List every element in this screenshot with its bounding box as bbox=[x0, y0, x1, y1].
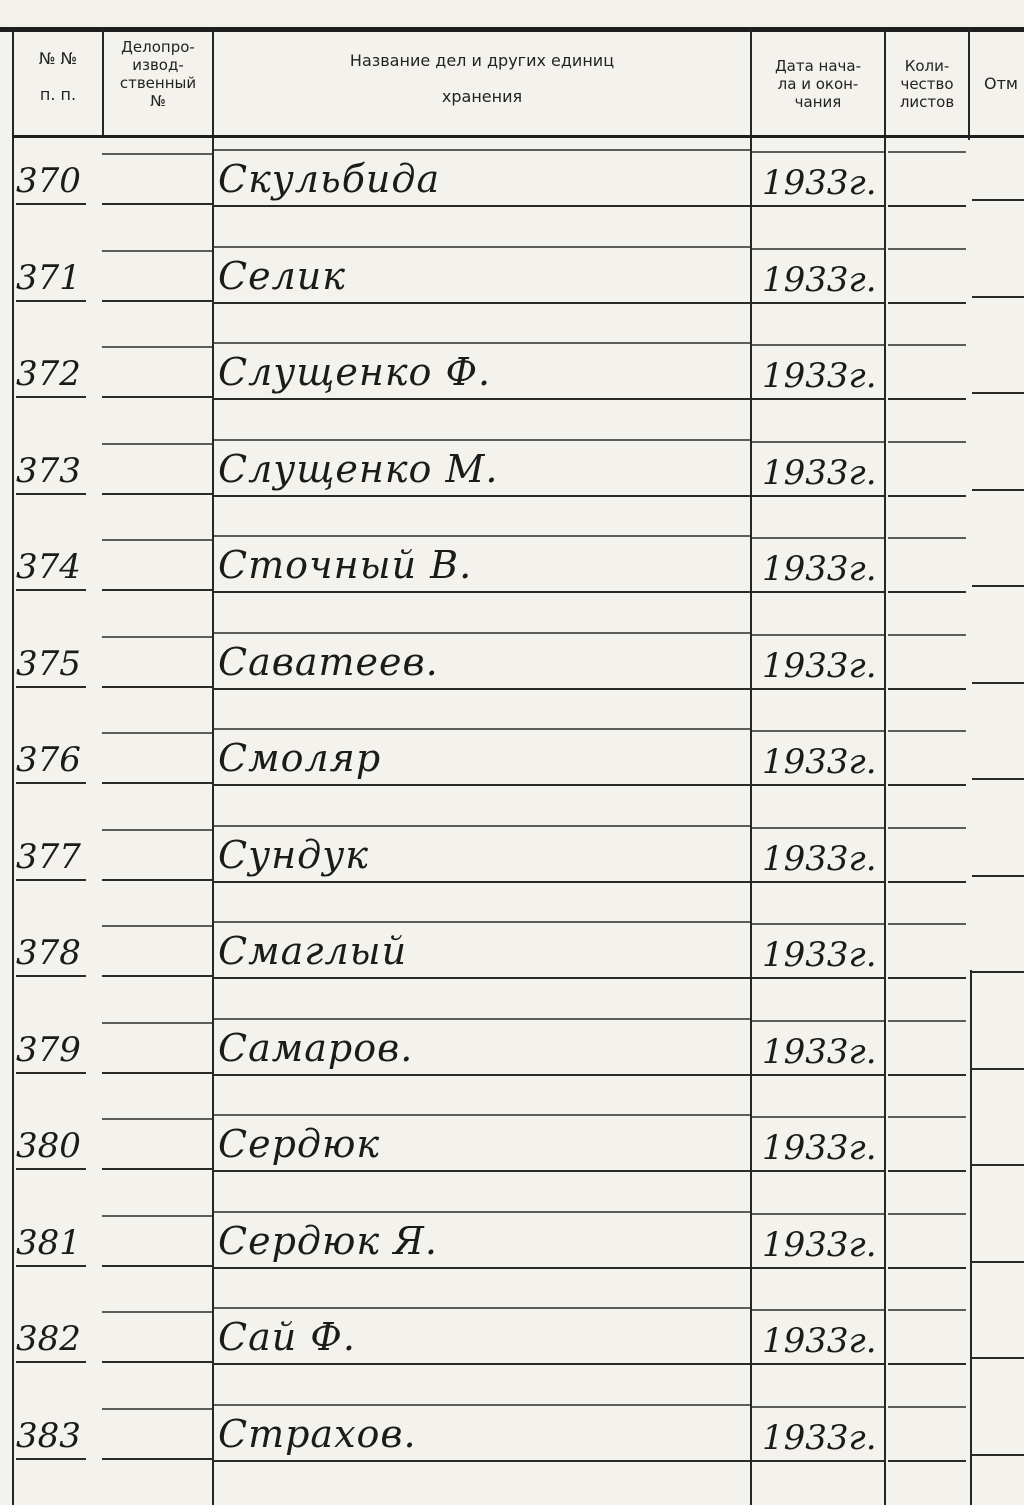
ruled-line bbox=[212, 439, 750, 441]
row-number-underline bbox=[16, 879, 86, 881]
ruled-line bbox=[212, 495, 750, 497]
ruled-line bbox=[102, 1118, 212, 1120]
ruled-line bbox=[212, 784, 750, 786]
file-date: 1933г. bbox=[762, 742, 877, 782]
ruled-line bbox=[752, 1309, 884, 1311]
ruled-line bbox=[888, 1213, 966, 1215]
ruled-line bbox=[752, 923, 884, 925]
ruled-line bbox=[212, 1460, 750, 1462]
row-number: 371 bbox=[16, 257, 81, 298]
header-bottom-border bbox=[12, 135, 1024, 138]
ruled-line bbox=[212, 1307, 750, 1309]
row-number: 377 bbox=[16, 836, 81, 877]
row-number-underline bbox=[16, 1072, 86, 1074]
ruled-line bbox=[888, 1116, 966, 1118]
row-number-underline bbox=[16, 589, 86, 591]
ruled-line bbox=[972, 1164, 1024, 1166]
ruled-line bbox=[752, 1267, 884, 1269]
ruled-line bbox=[888, 151, 966, 153]
table-row bbox=[12, 1205, 1024, 1302]
row-number: 378 bbox=[16, 933, 81, 973]
ruled-line bbox=[752, 1170, 884, 1172]
ruled-line bbox=[752, 495, 884, 497]
ruled-line bbox=[212, 881, 750, 883]
row-number: 381 bbox=[16, 1222, 81, 1263]
ruled-line bbox=[752, 1460, 884, 1462]
table-row bbox=[12, 915, 1024, 1012]
ruled-line bbox=[888, 302, 966, 304]
ruled-line bbox=[102, 1168, 212, 1170]
ruled-line bbox=[212, 1018, 750, 1020]
ruled-line bbox=[888, 827, 966, 829]
ruled-line bbox=[888, 688, 966, 690]
ruled-line bbox=[972, 682, 1024, 684]
ruled-line bbox=[888, 537, 966, 539]
ruled-line bbox=[212, 342, 750, 344]
ruled-line bbox=[752, 1213, 884, 1215]
row-number: 374 bbox=[16, 547, 81, 587]
row-number: 382 bbox=[16, 1319, 81, 1359]
file-date: 1933г. bbox=[762, 1128, 877, 1168]
table-row bbox=[12, 1301, 1024, 1398]
ruled-line bbox=[212, 591, 750, 593]
ruled-line bbox=[972, 1068, 1024, 1070]
table-row bbox=[12, 336, 1024, 433]
ruled-line bbox=[752, 591, 884, 593]
table-top-border bbox=[0, 27, 1024, 32]
file-date: 1933г. bbox=[762, 838, 877, 879]
ruled-line bbox=[888, 205, 966, 207]
ruled-line bbox=[102, 346, 212, 348]
ruled-line bbox=[212, 1363, 750, 1365]
ruled-line bbox=[752, 1116, 884, 1118]
ruled-line bbox=[888, 1309, 966, 1311]
header-office-number: Делопро- извод- ственный № bbox=[119, 38, 197, 110]
ruled-line bbox=[888, 1267, 966, 1269]
file-title: Страхов. bbox=[218, 1411, 417, 1456]
file-title: Селик bbox=[218, 253, 346, 298]
ruled-line bbox=[888, 634, 966, 636]
ruled-line bbox=[102, 1311, 212, 1313]
ruled-line bbox=[752, 537, 884, 539]
row-number-underline bbox=[16, 1458, 86, 1460]
ruled-line bbox=[888, 784, 966, 786]
row-number-underline bbox=[16, 1265, 86, 1267]
ruled-line bbox=[888, 495, 966, 497]
header-dates: Дата нача- ла и окон- чания bbox=[774, 57, 862, 111]
ruled-line bbox=[752, 1074, 884, 1076]
ruled-line bbox=[212, 921, 750, 923]
ruled-line bbox=[102, 589, 212, 591]
ruled-line bbox=[888, 248, 966, 250]
row-number: 370 bbox=[16, 161, 81, 201]
ruled-line bbox=[102, 443, 212, 445]
file-title: Сай Ф. bbox=[218, 1315, 356, 1359]
column-divider bbox=[968, 30, 970, 140]
ruled-line bbox=[972, 489, 1024, 491]
ruled-line bbox=[752, 205, 884, 207]
file-date: 1933г. bbox=[762, 1224, 877, 1265]
file-title: Слущенко М. bbox=[218, 446, 499, 491]
table-row bbox=[12, 529, 1024, 626]
file-date: 1933г. bbox=[762, 356, 877, 396]
ruled-line bbox=[752, 1020, 884, 1022]
ruled-line bbox=[752, 398, 884, 400]
ruled-line bbox=[102, 1265, 212, 1267]
ruled-line bbox=[752, 977, 884, 979]
ruled-line bbox=[888, 1406, 966, 1408]
ruled-line bbox=[752, 1363, 884, 1365]
ruled-line bbox=[212, 1170, 750, 1172]
ruled-line bbox=[102, 879, 212, 881]
ruled-line bbox=[888, 730, 966, 732]
ruled-line bbox=[102, 203, 212, 205]
ruled-line bbox=[212, 825, 750, 827]
table-row bbox=[12, 819, 1024, 916]
ruled-line bbox=[212, 205, 750, 207]
ruled-line bbox=[888, 923, 966, 925]
ruled-line bbox=[972, 875, 1024, 877]
ruled-line bbox=[752, 730, 884, 732]
row-number-underline bbox=[16, 396, 86, 398]
file-title: Сундук bbox=[218, 832, 369, 877]
ruled-line bbox=[212, 1211, 750, 1213]
table-row bbox=[12, 1398, 1024, 1495]
ruled-line bbox=[888, 398, 966, 400]
ruled-line bbox=[972, 585, 1024, 587]
table-row bbox=[12, 433, 1024, 530]
header-number: № № п. п. bbox=[38, 49, 78, 104]
file-title: Сточный В. bbox=[218, 543, 473, 587]
ruled-line bbox=[102, 300, 212, 302]
table-row bbox=[12, 1012, 1024, 1109]
ruled-line bbox=[102, 1022, 212, 1024]
ruled-line bbox=[888, 591, 966, 593]
ruled-line bbox=[888, 1460, 966, 1462]
ruled-line bbox=[888, 1074, 966, 1076]
row-number-underline bbox=[16, 1168, 86, 1170]
ruled-line bbox=[752, 441, 884, 443]
ruled-line bbox=[972, 199, 1024, 201]
ruled-line bbox=[212, 246, 750, 248]
ruled-line bbox=[102, 925, 212, 927]
row-number: 372 bbox=[16, 354, 81, 394]
ruled-line bbox=[888, 441, 966, 443]
table-row bbox=[12, 722, 1024, 819]
file-title: Скульбида bbox=[218, 157, 441, 201]
ruled-line bbox=[102, 1408, 212, 1410]
file-title: Самаров. bbox=[218, 1025, 414, 1070]
ruled-line bbox=[212, 728, 750, 730]
file-title: Слущенко Ф. bbox=[218, 350, 492, 394]
ruled-line bbox=[212, 398, 750, 400]
file-title: Саватеев. bbox=[218, 639, 439, 684]
table-row bbox=[12, 1108, 1024, 1205]
ruled-line bbox=[212, 688, 750, 690]
file-title: Сердюк Я. bbox=[218, 1218, 438, 1263]
file-date: 1933г. bbox=[762, 259, 877, 300]
table-row bbox=[12, 626, 1024, 723]
ruled-line bbox=[212, 977, 750, 979]
ruled-line bbox=[102, 732, 212, 734]
ruled-line bbox=[102, 396, 212, 398]
ruled-line bbox=[972, 1357, 1024, 1359]
ruled-line bbox=[752, 344, 884, 346]
row-number: 379 bbox=[16, 1029, 81, 1070]
ruled-line bbox=[752, 248, 884, 250]
row-number-underline bbox=[16, 300, 86, 302]
file-date: 1933г. bbox=[762, 163, 877, 203]
ruled-line bbox=[888, 1363, 966, 1365]
table-row bbox=[12, 240, 1024, 337]
ruled-line bbox=[752, 827, 884, 829]
row-number-underline bbox=[16, 1361, 86, 1363]
ruled-line bbox=[752, 784, 884, 786]
header-sheet-count: Коли- чество листов bbox=[899, 57, 955, 111]
row-number: 373 bbox=[16, 450, 81, 491]
ruled-line bbox=[102, 1361, 212, 1363]
ruled-line bbox=[212, 632, 750, 634]
ruled-line bbox=[972, 392, 1024, 394]
ruled-line bbox=[752, 634, 884, 636]
ruled-line bbox=[102, 686, 212, 688]
ruled-line bbox=[102, 539, 212, 541]
ruled-line bbox=[102, 250, 212, 252]
ruled-line bbox=[972, 1454, 1024, 1456]
ruled-line bbox=[212, 1404, 750, 1406]
ruled-line bbox=[752, 151, 884, 153]
row-number-underline bbox=[16, 975, 86, 977]
ruled-line bbox=[888, 881, 966, 883]
row-number-underline bbox=[16, 493, 86, 495]
file-date: 1933г. bbox=[762, 452, 877, 493]
ruled-line bbox=[972, 971, 1024, 973]
ruled-line bbox=[212, 302, 750, 304]
ruled-line bbox=[888, 344, 966, 346]
row-number: 375 bbox=[16, 643, 81, 684]
ruled-line bbox=[102, 1458, 212, 1460]
file-date: 1933г. bbox=[762, 1417, 877, 1458]
ruled-line bbox=[212, 149, 750, 151]
file-date: 1933г. bbox=[762, 1031, 877, 1072]
file-date: 1933г. bbox=[762, 645, 877, 686]
row-number: 383 bbox=[16, 1415, 81, 1456]
ruled-line bbox=[212, 535, 750, 537]
ruled-line bbox=[212, 1267, 750, 1269]
ruled-line bbox=[102, 782, 212, 784]
header-notes: Отм bbox=[984, 74, 1018, 93]
ruled-line bbox=[972, 296, 1024, 298]
ruled-line bbox=[752, 1406, 884, 1408]
row-number-underline bbox=[16, 203, 86, 205]
file-title: Сердюк bbox=[218, 1122, 381, 1166]
ruled-line bbox=[752, 881, 884, 883]
ruled-line bbox=[102, 1215, 212, 1217]
ruled-line bbox=[752, 302, 884, 304]
row-number-underline bbox=[16, 686, 86, 688]
ruled-line bbox=[102, 829, 212, 831]
ruled-line bbox=[888, 1020, 966, 1022]
file-title: Смоляр bbox=[218, 736, 382, 780]
ruled-line bbox=[972, 778, 1024, 780]
ruled-line bbox=[102, 493, 212, 495]
ruled-line bbox=[102, 1072, 212, 1074]
ruled-line bbox=[752, 688, 884, 690]
ruled-line bbox=[212, 1114, 750, 1116]
file-date: 1933г. bbox=[762, 549, 877, 589]
file-date: 1933г. bbox=[762, 935, 877, 975]
row-number: 376 bbox=[16, 740, 81, 780]
ruled-line bbox=[212, 1074, 750, 1076]
file-date: 1933г. bbox=[762, 1321, 877, 1361]
header-title: Название дел и других единиц хранения bbox=[349, 51, 615, 106]
ruled-line bbox=[102, 153, 212, 155]
table-row bbox=[12, 143, 1024, 240]
file-title: Смаглый bbox=[218, 929, 408, 973]
row-number-underline bbox=[16, 782, 86, 784]
ruled-line bbox=[102, 636, 212, 638]
ruled-line bbox=[102, 975, 212, 977]
row-number: 380 bbox=[16, 1126, 81, 1166]
ruled-line bbox=[888, 977, 966, 979]
ruled-line bbox=[972, 1261, 1024, 1263]
ruled-line bbox=[888, 1170, 966, 1172]
